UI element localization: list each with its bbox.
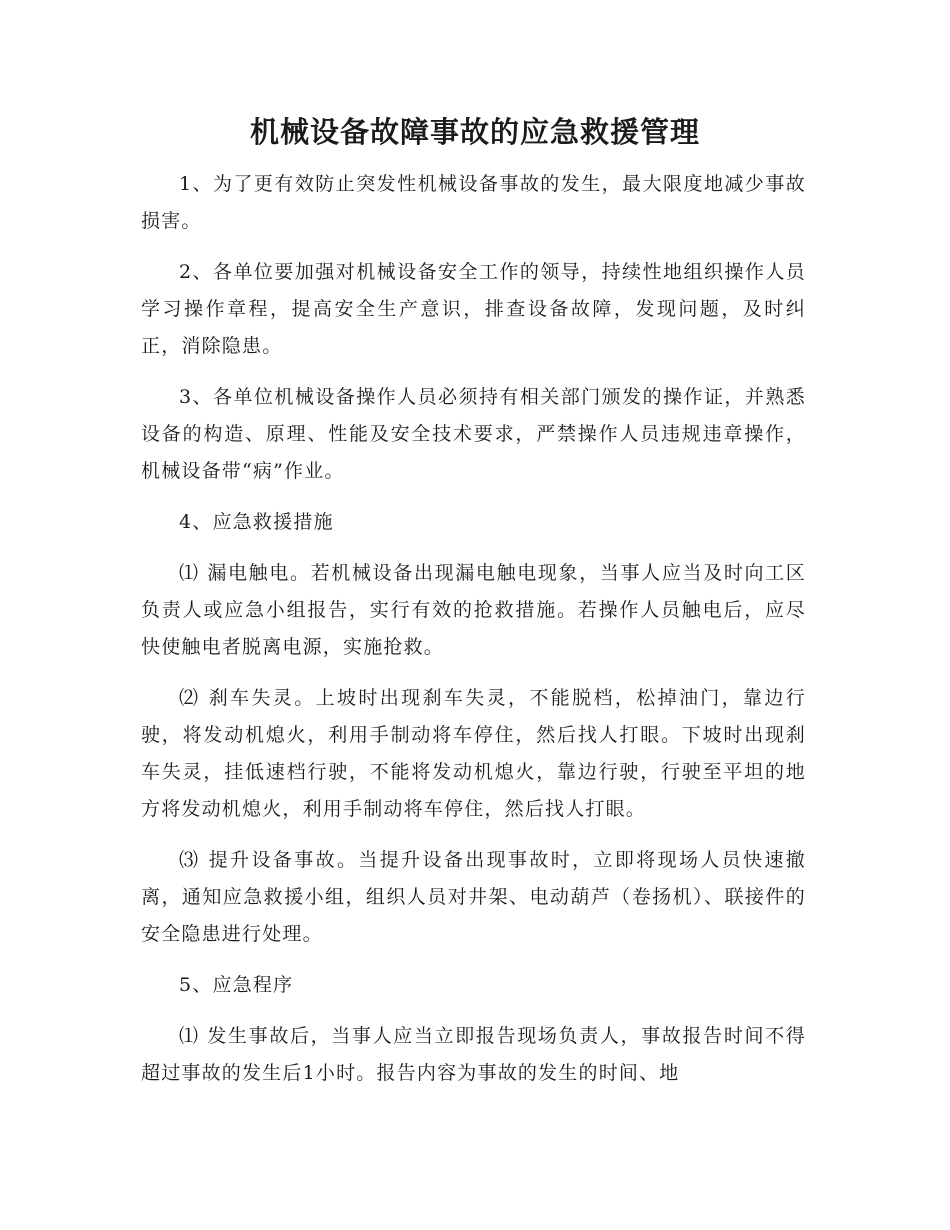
- paragraph-hoist-accident: ⑶ 提升设备事故。当提升设备出现事故时，立即将现场人员快速撤离，通知应急救援小组，组织人员对井架、电动葫芦（卷扬机）、联接件的安全隐患进行处理。: [141, 849, 806, 945]
- section-heading-emergency-measures: 4、应急救援措施: [179, 511, 334, 533]
- paragraph-1: 1、为了更有效防止突发性机械设备事故的发生，最大限度地减少事故损害。: [141, 173, 806, 232]
- document-title: 机械设备故障事故的应急救援管理: [249, 115, 700, 149]
- paragraph-brake-failure: ⑵ 刹车失灵。上坡时出现刹车失灵，不能脱档，松掉油门，靠边行驶，将发动机熄火，利用手制动将车停住，然后找人打眼。下坡时出现刹车失灵，挂低速档行驶，不能将发动机熄火，靠边行驶，行驶至平坦的地方将发动机熄火，利用手制动将车停住，然后找人打眼。: [141, 687, 806, 820]
- document-body: [141, 166, 806, 1106]
- paragraph-3: 3、各单位机械设备操作人员必须持有相关部门颁发的操作证，并熟悉设备的构造、原理、性能及安全技术要求，严禁操作人员违规违章操作，机械设备带“病”作业。: [141, 386, 806, 482]
- paragraph-2: 2、各单位要加强对机械设备安全工作的领导，持续性地组织操作人员学习操作章程，提高安全生产意识，排查设备故障，发现问题，及时纠正，消除隐患。: [141, 261, 806, 357]
- paragraph-electric-leakage: ⑴ 漏电触电。若机械设备出现漏电触电现象，当事人应当及时向工区负责人或应急小组报告，实行有效的抢救措施。若操作人员触电后，应尽快使触电者脱离电源，实施抢救。: [141, 562, 806, 658]
- paragraph-accident-report: ⑴ 发生事故后，当事人应当立即报告现场负责人，事故报告时间不得超过事故的发生后1小时。报告内容为事故的发生的时间、地: [141, 1025, 806, 1084]
- section-heading-emergency-procedure: 5、应急程序: [179, 974, 294, 996]
